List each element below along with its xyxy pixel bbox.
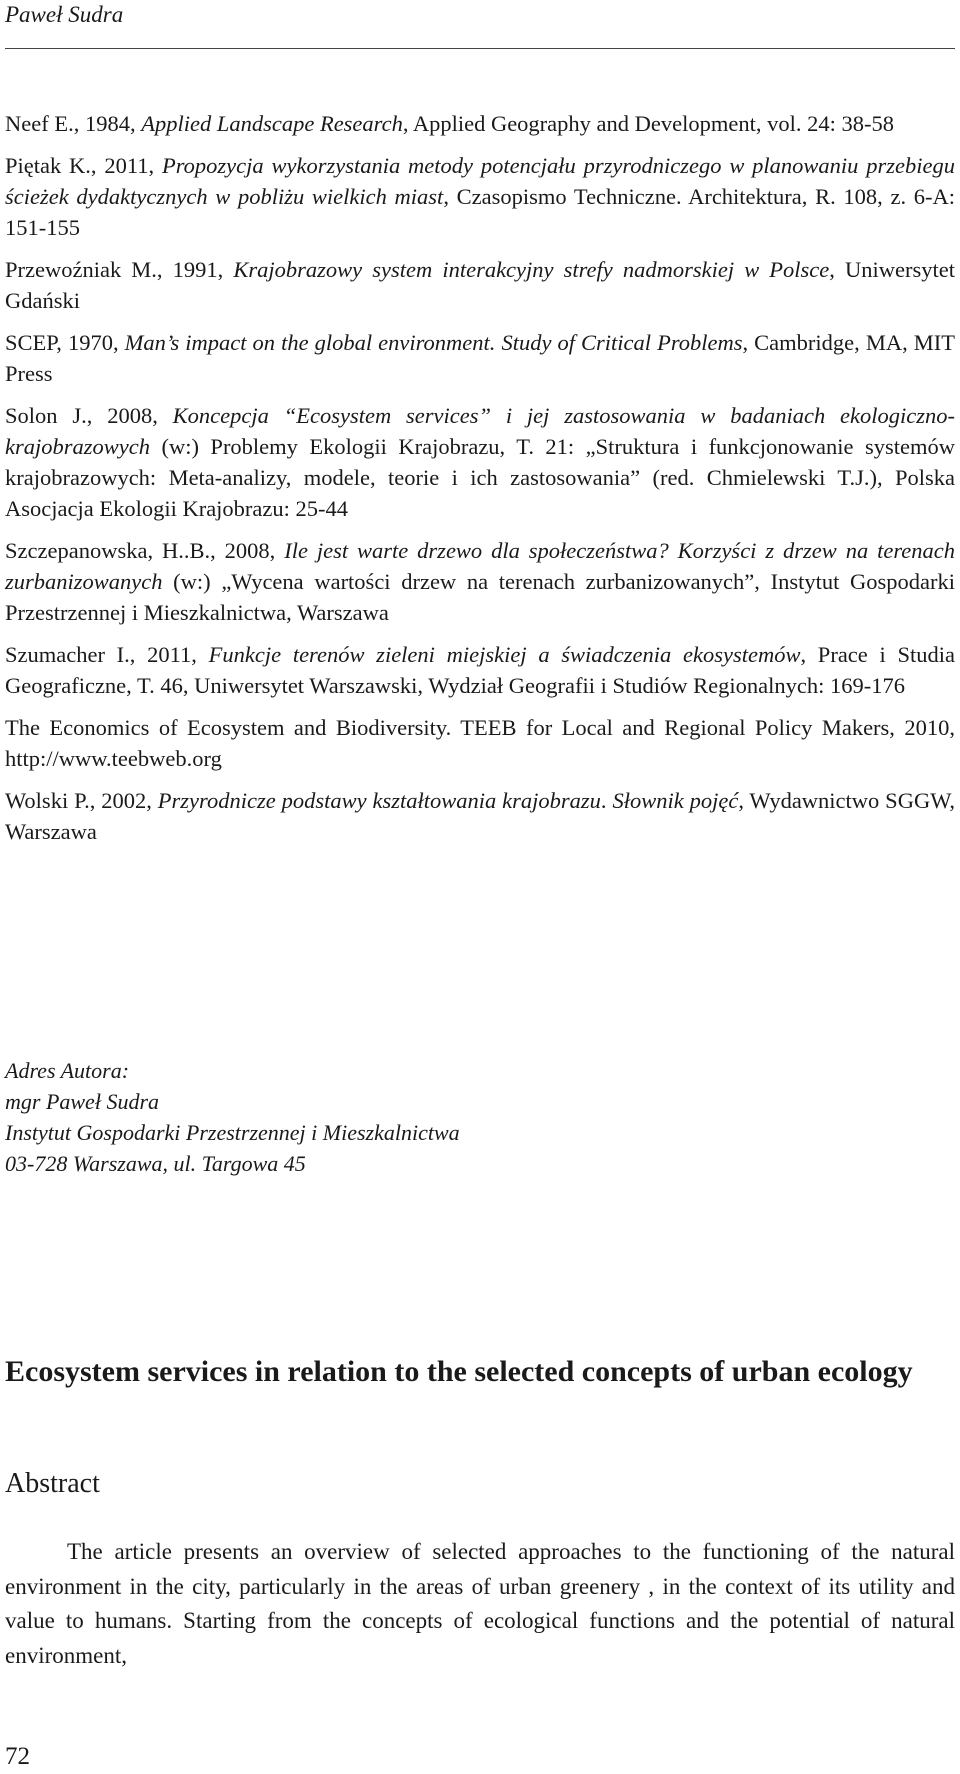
address-label: Adres Autora: xyxy=(5,1058,130,1083)
reference-item: SCEP, 1970, Man’s impact on the global environment. Study of Critical Problems, Cambridge, MA, MIT Press xyxy=(5,330,955,386)
author-name: mgr Paweł Sudra xyxy=(5,1089,159,1114)
reference-item: Wolski P., 2002, Przyrodnicze podstawy kształtowania krajobrazu. Słownik pojęć, Wydawnictwo SGGW, Warszawa xyxy=(5,788,955,844)
abstract-heading: Abstract xyxy=(5,1468,100,1499)
reference-item: Neef E., 1984, Applied Landscape Research, Applied Geography and Development, vol. 24: 38-58 xyxy=(5,111,894,136)
reference-item: Szczepanowska, H..B., 2008, Ile jest warte drzewo dla społeczeństwa? Korzyści z drzew na terenach zurbanizowanych (w:) „Wycena wartości drzew na terenach zurbanizowanych”, Instytut Gospodarki Przestrzennej i Mieszkalnictwa, Warszawa xyxy=(5,538,955,625)
author-institution: Instytut Gospodarki Przestrzennej i Mieszkalnictwa xyxy=(5,1120,460,1145)
reference-item: Przewoźniak M., 1991, Krajobrazowy system interakcyjny strefy nadmorskiej w Polsce, Uniwersytet Gdański xyxy=(5,257,955,313)
reference-list xyxy=(5,108,955,858)
running-head-author: Paweł Sudra xyxy=(5,2,124,27)
reference-item: Szumacher I., 2011, Funkcje terenów zieleni miejskiej a świadczenia ekosystemów, Prace i Studia Geograficzne, T. 46, Uniwersytet Warszawski, Wydział Geografii i Studiów Regionalnych: 169-176 xyxy=(5,642,955,698)
english-title: Ecosystem services in relation to the selected concepts of urban ecology xyxy=(5,1355,913,1388)
author-address xyxy=(5,1055,955,1179)
page-number: 72 xyxy=(5,1743,30,1770)
reference-item: The Economics of Ecosystem and Biodiversity. TEEB for Local and Regional Policy Makers, 2010, http://www.teebweb.org xyxy=(5,715,955,771)
author-street: 03-728 Warszawa, ul. Targowa 45 xyxy=(5,1151,306,1176)
reference-item: Solon J., 2008, Koncepcja “Ecosystem services” i jej zastosowania w badaniach ekologiczno-krajobrazowych (w:) Problemy Ekologii Krajobrazu, T. 21: „Struktura i funkcjonowanie systemów krajobrazowych: Meta-analizy, modele, teorie i ich zastosowania” (red. Chmielewski T.J.), Polska Asocjacja Ekologii Krajobrazu: 25-44 xyxy=(5,403,955,521)
reference-item: Piętak K., 2011, Propozycja wykorzystania metody potencjału przyrodniczego w planowaniu przebiegu ścieżek dydaktycznych w pobliżu wielkich miast, Czasopismo Techniczne. Architektura, R. 108, z. 6-A: 151-155 xyxy=(5,153,955,240)
abstract-text: The article presents an overview of selected approaches to the functioning of the natural environment in the city, particularly in the areas of urban greenery , in the context of its utility and value to humans. Starting from the concepts of ecological functions and the potential of natural environment, xyxy=(5,1539,955,1668)
header-divider xyxy=(5,48,955,49)
